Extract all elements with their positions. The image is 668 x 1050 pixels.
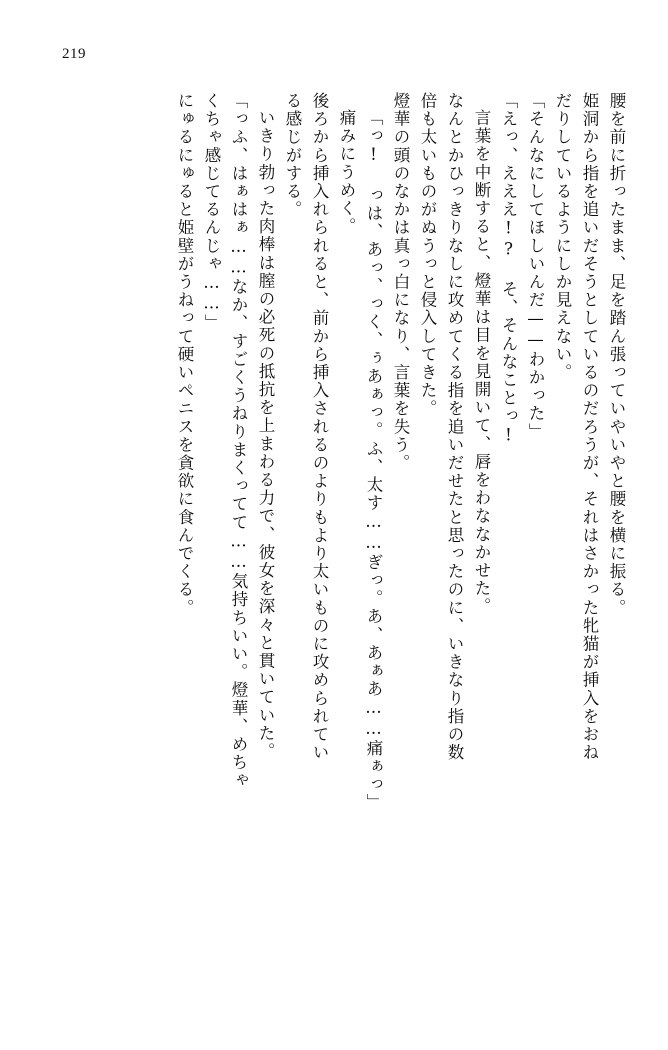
text-column: いきり勃った肉棒は膣の必死の抵抗を上まわる力で、彼女を深々と貫いていた。 [256,109,275,761]
text-column: る感じがする。 [283,92,302,219]
text-column: 痛みにうめく。 [337,109,356,236]
text-column: 腰を前に折ったまま、足を踏ん張っていやいやと腰を横に振る。 [607,92,626,617]
text-column: 後ろから挿入れられると、前から挿入されるのよりもより太いものに攻められてい [310,92,329,762]
text-column: なんとかひっきりなしに攻めてくる指を追いだせたと思ったのに、いきなり指の数 [445,92,464,762]
text-column: 「そんなにしてほしいんだ——わかった」 [526,92,545,441]
text-column: くちゃ感じてるんじゃ……」 [202,92,221,333]
text-column: だりしているようにしか見えない。 [553,92,572,382]
text-column: 姫洞から指を追いだそうとしているのだろうが、それはさかった牝猫が挿入をおね [580,92,599,762]
text-column: 「えっ、えええ!? そ、そんなことっ! [499,92,518,446]
text-column: 倍も太いものがぬうっと侵入してきた。 [418,92,437,418]
text-column: 燈華の頭のなかは真っ白になり、言葉を失う。 [391,92,410,473]
page-number: 219 [62,46,86,62]
vertical-text-body [44,92,624,992]
text-column: 言葉を中断すると、燈華は目を見開いて、唇をわななかせた。 [472,109,491,616]
text-column: にゅるにゅると姫壁がうねって硬いペニスを貪欲に食んでくる。 [175,92,194,617]
text-column: 「っふ、はぁはぁ……なか、すごくうねりまくってて……気持ちいい。燈華、めちゃ [229,92,248,790]
text-column: 「っ! っは、あっ、っく、ぅあぁっ。ふ、太す……ぎっ。あ、あぁあ……痛ぁっ」 [364,109,383,812]
